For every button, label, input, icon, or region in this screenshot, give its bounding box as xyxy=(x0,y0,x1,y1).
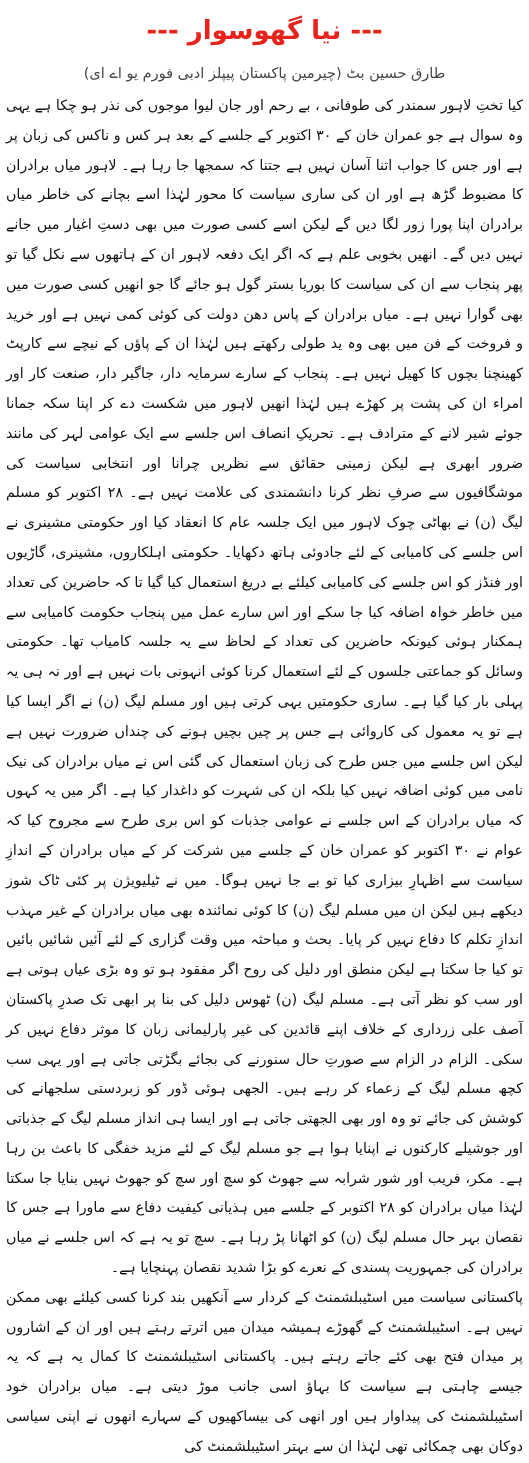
article-body xyxy=(6,92,523,1463)
article-byline: طارق حسین بٹ (چیرمین پاکستان پیپلز ادبی فورم یو اے ای) xyxy=(83,66,446,82)
article-paragraph: کیا تختِ لاہور سمندر کی طوفانی ، بے رحم اور جان لیوا موجوں کی نذر ہو چکا ہے یہی وہ سوال ہے جو عمران خان کے ۳۰ اکتوبر کے جلسے کے بعد ہر کس و ناکس کی زبان پر ہے اور جس کا جواب اتنا آسان نہیں ہے جتنا کہ سمجھا جا رہا ہے۔ لاہور میاں برادران کا مضبوط گڑھ ہے اور ان کی ساری سیاست کا محور لہٰذا اسے بچانے کی خاطر میاں برادران اپنا پورا زور لگا دیں گے لیکن اسے کسی صورت میں بھی دستِ اغیار میں جانے نہیں دیں گے۔ انھیں بخوبی علم ہے کہ اگر ایک دفعہ لاہور ان کے ہاتھوں سے نکل گیا تو پھر پنجاب سے ان کی سیاست کا بوریا بستر گول ہو جائے گا جو انھیں کسی صورت میں بھی گوارا نہیں ہے۔ میاں برادران کے پاس دھن دولت کی کوئی کمی نہیں ہے اور خرید و فروخت کے فن میں بھی وہ ید طولی رکھتے ہیں لہٰذا ان کے پاؤں کے نیچے سے کارپٹ کھینچنا بچوں کا کھیل نہیں ہے۔ پنجاب کے سارے سرمایہ دار، جاگیر دار، صنعت کار اور امراء ان کی پشت پر کھڑے ہیں لہٰذا انھیں لاہور میں شکست دے کر اپنا سکہ جمانا جوئے شیر لانے کے مترادف ہے۔ تحریکِ انصاف اس جلسے سے ایک عوامی لہر کی مانند ضرور ابھری ہے لیکن زمینی حقائق سے نظریں چرانا اور انتخابی سیاست کی موشگافیوں سے صرفِ نظر کرنا دانشمندی کی علامت نہیں ہے۔ ۲۸ اکتوبر کو مسلم لیگ (ن) نے بھاٹی چوک لاہور میں ایک جلسہ عام کا انعقاد کیا اور حکومتی مشینری نے اس جلسے کی کامیابی کے لئے جادوئی ہاتھ دکھایا۔ حکومتی اہلکاروں، مشینری، گاڑیوں اور فنڈز کو اس جلسے کی کامیابی کیلئے بے دریغ استعمال کیا گیا تا کہ حاضرین کی تعداد میں خاطر خواہ اضافہ کیا جا سکے اور اس سارے عمل میں پنجاب حکومت کامیابی سے ہمکنار ہوئی کیونکہ حاضرین کی تعداد کے لحاظ سے یہ جلسہ کامیاب تھا۔ حکومتی وسائل کو جماعتی جلسوں کے لئے استعمال کرنا کوئی انہونی بات نہیں ہے اور نہ ہی یہ پہلی بار کیا گیا ہے۔ ساری حکومتیں یہی کرتی ہیں اور مسلم لیگ (ن) نے اگر ایسا کیا ہے تو یہ معمول کی کاروائی ہے جس پر چیں بچیں ہونے کی چنداں ضرورت نہیں ہے لیکن اس جلسے میں جس طرح کی زبان استعمال کی گئی اس نے میاں برادران کی نیک نامی میں کوئی اضافہ نہیں کیا بلکہ ان کی شہرت کو داغدار کیا ہے۔ اگر میں یہ کہوں کہ میاں برادران کے اس جلسے نے عوامی جذبات کو اس بری طرح سے مجروح کیا کہ عوام نے ۳۰ اکتوبر کو عمران خان کے جلسے میں شرکت کر کے میاں برادران کے اندازِ سیاست سے اظہارِ بیزاری کیا تو بے جا نہیں ہوگا۔ میں نے ٹیلیویژن پر کئی ٹاک شوز دیکھے ہیں لیکن ان میں مسلم لیگ (ن) کا کوئی نمائندہ بھی میاں برادران کے غیر مہذب اندازِ تکلم کا دفاع نہیں کر پایا۔ بحث و مباحثہ میں وقت گزاری کے لئے آئیں شائیں بائیں تو کیا جا سکتا ہے لیکن منطق اور دلیل کی روح اگر مفقود ہو تو وہ بڑی عیاں ہوتی ہے اور سب کو نظر آتی ہے۔ مسلم لیگ (ن) ٹھوس دلیل کی بنا پر ابھی تک صدرِ پاکستان آصف علی زرداری کے خلاف اپنے قائدین کی غیر پارلیمانی زبان کا موثر دفاع نہیں کر سکی۔ الزام در الزام سے صورتِ حال سنورنے کی بجائے بگڑتی جاتی ہے اور یہی سب کچھ مسلم لیگ کے زعماء کر رہے ہیں۔ الجھی ہوئی ڈور کو زبردستی سلجھانے کی کوشش کی جائے تو وہ اور بھی الجھتی جاتی ہے اور ایسا ہی انداز مسلم لیگ کے جذباتی اور جوشیلے کارکنوں نے اپنایا ہوا ہے جو مسلم لیگ کے لئے مزید خفگی کا باعث بن رہا ہے۔ مکر، فریب اور شور شرابہ سے جھوٹ کو سچ اور سچ کو جھوٹ نہیں بنایا جا سکتا لہٰذا میاں برادران کو ۲۸ اکتوبر کے جلسے میں ہذیانی کیفیت دفاع سے ماورا ہے جس کا نقصان بہر حال مسلم لیگ (ن) کو اٹھانا پڑ رہا ہے۔ سچ تو یہ ہے کہ اس جلسے نے میاں برادران کی جمہوریت پسندی کے نعرے کو بڑا شدید نقصان پہنچایا ہے۔ xyxy=(6,98,523,1277)
article-title-wrap xyxy=(6,6,523,56)
article-paragraph: پاکستانی سیاست میں اسٹیبلشمنٹ کے کردار سے آنکھیں بند کرنا کسی کیلئے بھی ممکن نہیں ہے۔ اسٹیبلشمنٹ کے گھوڑے ہمیشہ میدان میں اترتے رہتے ہیں اور ان کے اشاروں پر میدان فتح بھی کئے جاتے رہتے ہیں۔ پاکستانی اسٹیبلشمنٹ کا کمال یہ ہے کہ یہ جیسے چاہتی ہے سیاست کا بہاؤ اسی جانب موڑ دیتی ہے۔ میاں برادران خود اسٹیبلشمنٹ کی پیداوار ہیں اور انھی کی بیساکھیوں کے سہارے انھوں نے اپنی سیاسی دوکان بھی چمکائی تھی لہٰذا ان سے بہتر اسٹیبلشمنٹ کی xyxy=(6,1289,523,1455)
article-title: --- نیا گھوسوار --- xyxy=(146,16,383,46)
